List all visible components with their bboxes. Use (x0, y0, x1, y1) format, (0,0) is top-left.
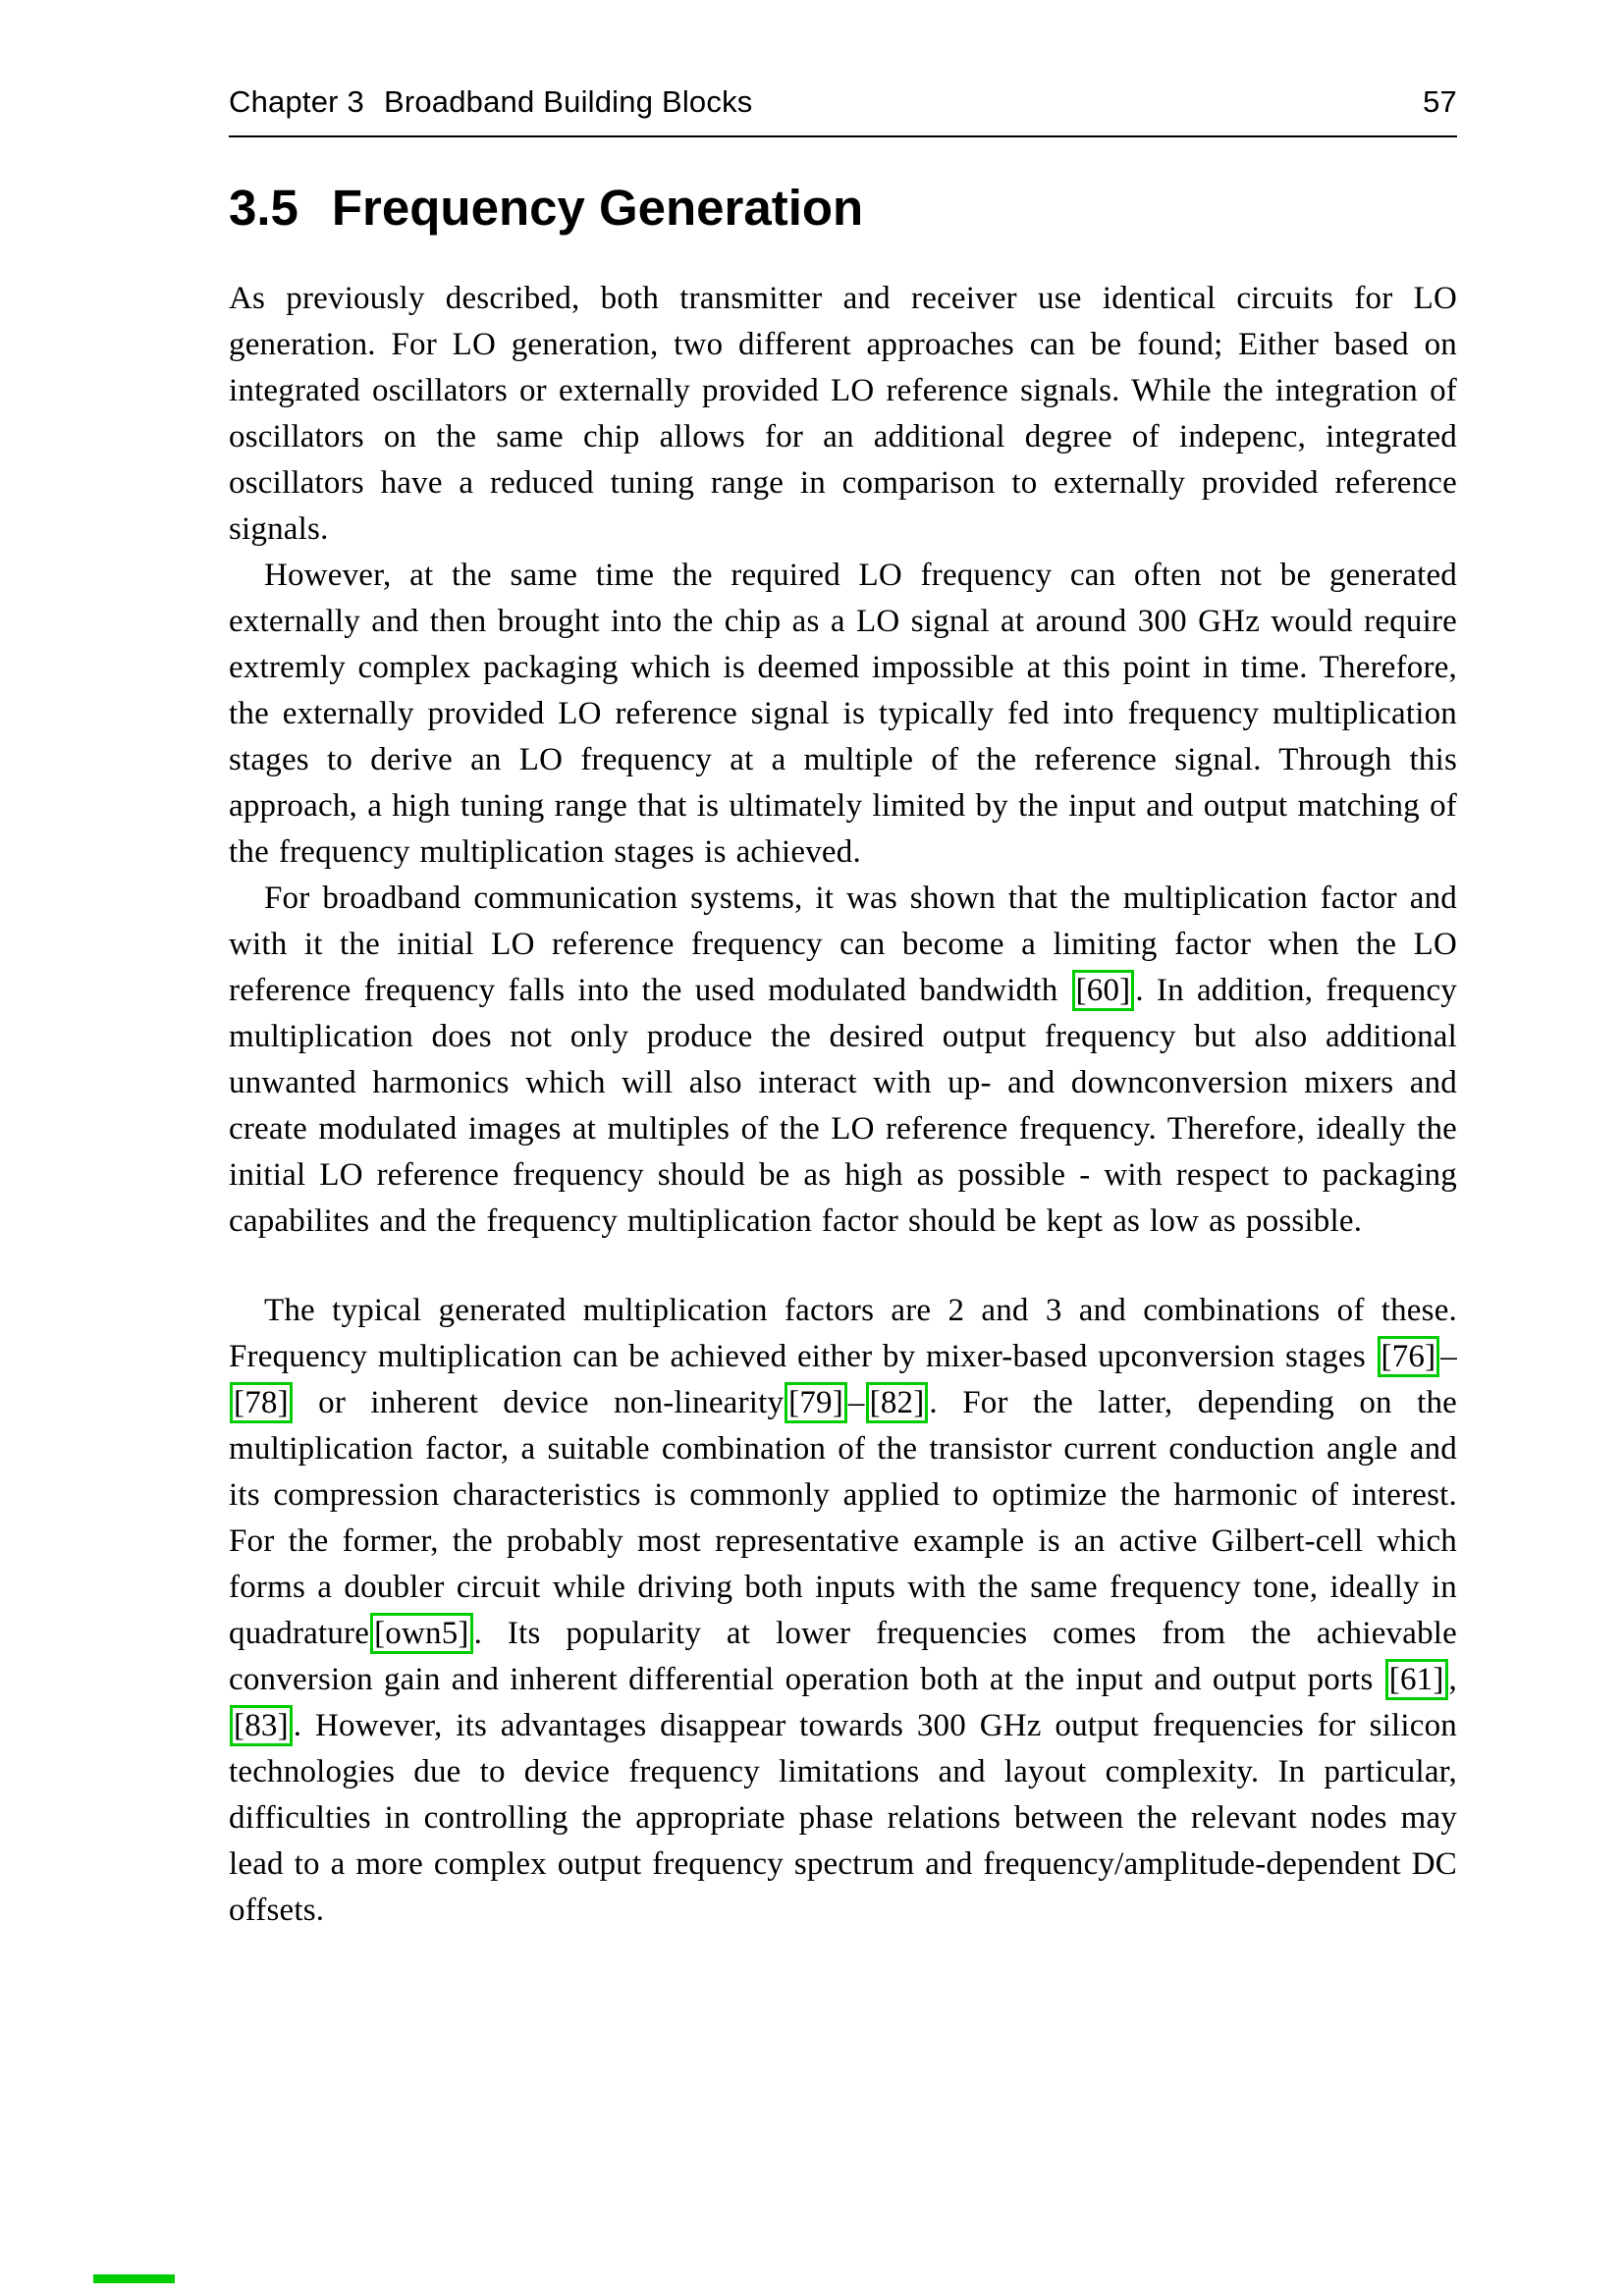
body-text: . In addition, frequency multiplication does not only produce the desired output frequency but also additional unwanted harmonics which will also interact with up- and downconversion mixers and create modulated images at multiples of the LO reference frequency. Therefore, ideally the initial LO reference frequency should be as high as possible - with respect to packaging capabilites and the frequency multiplication factor should be kept as low as possible. (229, 973, 1457, 1239)
citation-link[interactable]: [own5] (370, 1613, 473, 1654)
body-text: The typical generated multiplication factors are 2 and 3 and combinations of these. Frequency multiplication can be achieved either by mixer-based upconversion stages (229, 1293, 1457, 1374)
paragraph (229, 876, 1457, 1245)
citation-link[interactable]: [79] (785, 1382, 847, 1423)
header-rule (229, 135, 1457, 137)
body-text: . Its popularity at lower frequencies comes from the achievable conversion gain and inherent differential operation both at the input and output ports (229, 1616, 1457, 1697)
citation-link[interactable]: [83] (230, 1705, 293, 1746)
citation-link[interactable]: [76] (1378, 1336, 1440, 1377)
body-text: As previously described, both transmitter and receiver use identical circuits for LO generation. For LO generation, two different approaches can be found; Either based on integrated oscillators or externally provided LO reference signals. While the integration of oscillators on the same chip allows for an additional degree of indepenc, integrated oscillators have a reduced tuning range in comparison to externally provided reference signals. (229, 281, 1457, 547)
body-text: . However, its advantages disappear towards 300 GHz output frequencies for silicon technologies due to device frequency limitations and layout complexity. In particular, difficulties in controlling the appropriate phase relations between the relevant nodes may lead to a more complex output frequency spectrum and frequency/amplitude-dependent DC offsets. (229, 1708, 1457, 1928)
body-text: – (847, 1385, 865, 1420)
content (229, 276, 1457, 1934)
header-chapter (229, 84, 752, 120)
citation-link[interactable]: [61] (1385, 1659, 1448, 1700)
citation-link[interactable]: [60] (1072, 970, 1135, 1011)
paragraph (229, 276, 1457, 553)
section-title: Frequency Generation (331, 180, 864, 236)
paragraph (229, 1288, 1457, 1934)
body-text: or inherent device non-linearity (293, 1385, 785, 1420)
header-page-number: 57 (1423, 84, 1457, 119)
paragraph (229, 553, 1457, 876)
body-text: . For the latter, depending on the multiplication factor, a suitable combination of the transistor current conduction angle and its compression characteristics is commonly applied to optimize the harmonic of interest. For the former, the probably most representative example is an active Gilbert-cell which forms a doubler circuit while driving both inputs with the same frequency tone, ideally in quadrature (229, 1385, 1457, 1651)
citation-link[interactable]: [82] (866, 1382, 929, 1423)
running-header (229, 84, 1457, 120)
section-number: 3.5 (229, 180, 298, 236)
body-text: However, at the same time the required LO frequency can often not be generated externally and then brought into the chip as a LO signal at around 300 GHz would require extremly complex packaging which is deemed impossible at this point in time. Therefore, the externally provided LO reference signal is typically fed into frequency multiplication stages to derive an LO frequency at a multiple of the reference signal. Through this approach, a high tuning range that is ultimately limited by the input and output matching of the frequency multiplication stages is achieved. (229, 558, 1457, 870)
body-text: , (1448, 1662, 1457, 1697)
body-text: For broadband communication systems, it was shown that the multiplication factor and with it the initial LO reference frequency can become a limiting factor when the LO reference frequency falls into the used modulated bandwidth (229, 881, 1457, 1008)
header-chapter-label: Chapter 3 (229, 84, 364, 119)
page-bottom-link-box (93, 2274, 175, 2283)
header-chapter-title: Broadband Building Blocks (383, 84, 753, 119)
citation-link[interactable]: [78] (230, 1382, 293, 1423)
body-text: – (1440, 1339, 1457, 1374)
section-heading (229, 179, 863, 237)
